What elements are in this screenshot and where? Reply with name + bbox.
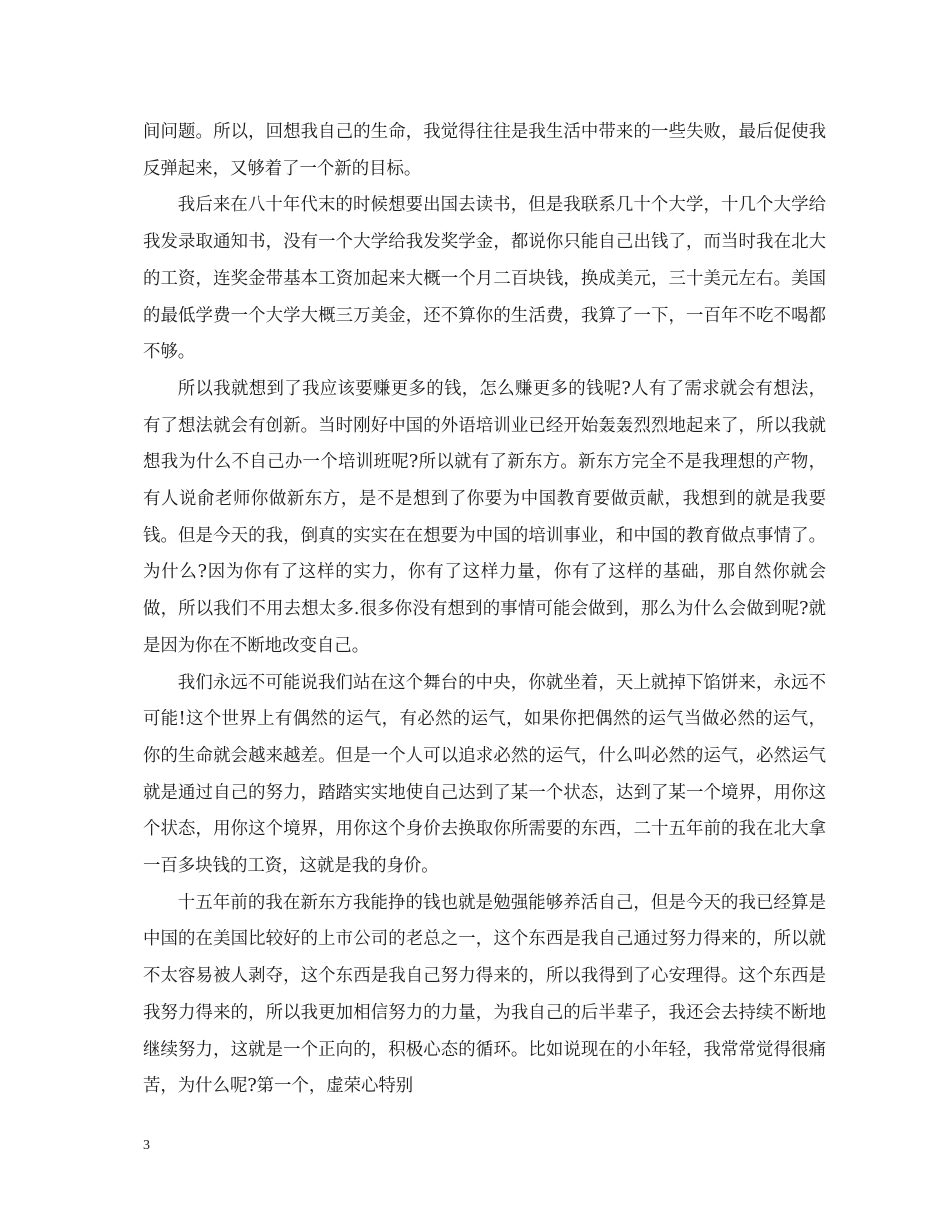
paragraph-5: 十五年前的我在新东方我能挣的钱也就是勉强能够养活自己，但是今天的我已经算是中国的在美国比较好的上市公司的老总之一，这个东西是我自己通过努力得来的，所以就不太容易被人剥夺，这个东西是我自己努力得来的，所以我得到了心安理得。这个东西是我努力得来的，所以我更加相信努力的力量，为我自己的后半辈子，我还会去持续不断地继续努力，这就是一个正向的，积极心态的循环。比如说现在的小年轻，我常常觉得很痛苦，为什么呢?第一个，虚荣心特别 xyxy=(143,892,826,1097)
page-number: 3 xyxy=(143,1138,150,1153)
paragraph-4: 我们永远不可能说我们站在这个舞台的中央，你就坐着，天上就掉下馅饼来，永远不可能!这个世界上有偶然的运气，有必然的运气，如果你把偶然的运气当做必然的运气，你的生命就会越来越差。但是一个人可以追求必然的运气，什么叫必然的运气，必然运气就是通过自己的努力，踏踏实实地使自己达到了某一个状态，达到了某一个境界，用你这个状态，用你这个境界，用你这个身价去换取你所需要的东西，二十五年前的我在北大拿一百多块钱的工资，这就是我的身价。 xyxy=(143,672,826,877)
paragraph-1: 间问题。所以，回想我自己的生命，我觉得往往是我生活中带来的一些失败，最后促使我反弹起来，又够着了一个新的目标。 xyxy=(143,122,826,179)
body-text xyxy=(143,114,826,1105)
paragraph-3: 所以我就想到了我应该要赚更多的钱，怎么赚更多的钱呢?人有了需求就会有想法，有了想法就会有创新。当时刚好中国的外语培训业已经开始轰轰烈烈地起来了，所以我就想我为什么不自己办一个培训班呢?所以就有了新东方。新东方完全不是我理想的产物，有人说俞老师你做新东方，是不是想到了你要为中国教育要做贡献，我想到的就是我要钱。但是今天的我，倒真的实实在在想要为中国的培训事业，和中国的教育做点事情了。为什么?因为你有了这样的实力，你有了这样力量，你有了这样的基础，那自然你就会做，所以我们不用去想太多.很多你没有想到的事情可能会做到，那么为什么会做到呢?就是因为你在不断地改变自己。 xyxy=(143,378,826,656)
paragraph-2: 我后来在八十年代末的时候想要出国去读书，但是我联系几十个大学，十几个大学给我发录取通知书，没有一个大学给我发奖学金，都说你只能自己出钱了，而当时我在北大的工资，连奖金带基本工资加起来大概一个月二百块钱，换成美元，三十美元左右。美国的最低学费一个大学大概三万美金，还不算你的生活费，我算了一下，一百年不吃不喝都不够。 xyxy=(143,195,826,363)
